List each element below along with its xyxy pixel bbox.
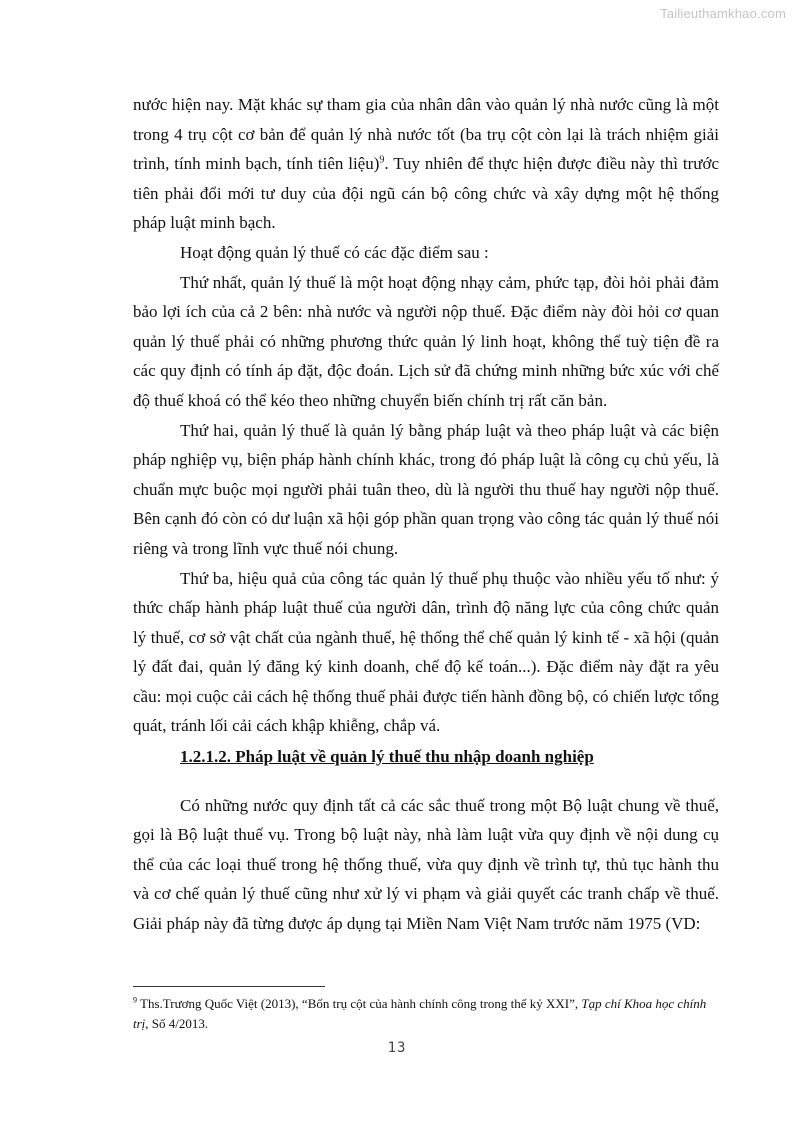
- paragraph-text: . Tuy nhiên để thực hiện được điều này thì trước tiên phải đổi mới tư duy của đội ngũ cán bộ công chức và xây dựng một hệ thống pháp luật minh bạch.: [133, 154, 719, 233]
- paragraph-after-heading: Có những nước quy định tất cả các sắc thuế trong một Bộ luật chung về thuế, gọi là Bộ luật thuế vụ. Trong bộ luật này, nhà làm luật vừa quy định về nội dung cụ thể của các loại thuế trong hệ thống thuế, vừa quy định về trình tự, thủ tục hành thu và cơ chế quản lý thuế cũng như xử lý vi phạm và giải quyết các tranh chấp về thuế. Giải pháp này đã từng được áp dụng tại Miền Nam Việt Nam trước năm 1975 (VD:: [133, 795, 719, 934]
- section-heading: 1.2.1.2. Pháp luật về quản lý thuế thu nhập doanh nghiệp: [180, 747, 594, 767]
- paragraph-intro: Hoạt động quản lý thuế có các đặc điểm sau :: [180, 242, 489, 262]
- footnote-text-end: , Số 4/2013.: [145, 1016, 209, 1031]
- document-body: [133, 90, 719, 939]
- paragraph-first-feature: Thứ nhất, quản lý thuế là một hoạt động nhạy cảm, phức tạp, đòi hỏi phải đảm bảo lợi ích của cả 2 bên: nhà nước và người nộp thuế. Đặc điểm này đòi hỏi cơ quan quản lý thuế phải có những phương thức quản lý linh hoạt, không thể tuỳ tiện đề ra các quy định có tính áp đặt, độc đoán. Lịch sử đã chứng minh những bức xúc với chế độ thuế khoá có thể kéo theo những chuyển biến chính trị rất căn bản.: [133, 272, 719, 410]
- paragraph-second-feature: Thứ hai, quản lý thuế là quản lý bằng pháp luật và theo pháp luật và các biện pháp nghiệp vụ, biện pháp hành chính khác, trong đó pháp luật là công cụ chủ yếu, là chuẩn mực buộc mọi người phải tuân theo, dù là người thu thuế hay người nộp thuế. Bên cạnh đó còn có dư luận xã hội góp phần quan trọng vào công tác quản lý thuế nói riêng và trong lĩnh vực thuế nói chung.: [133, 420, 719, 558]
- footnote-number: 9: [133, 995, 137, 1005]
- footnote-ref[interactable]: 9: [379, 154, 385, 166]
- paragraph-third-feature: Thứ ba, hiệu quả của công tác quản lý thuế phụ thuộc vào nhiều yếu tố như: ý thức chấp hành pháp luật thuế của người dân, trình độ năng lực của công chức quản lý thuế, cơ sở vật chất của ngành thuế, hệ thống thể chế quản lý kinh tế - xã hội (quản lý đất đai, quản lý đăng ký kinh doanh, chế độ kế toán...). Đặc điểm này đặt ra yêu cầu: mọi cuộc cải cách hệ thống thuế phải được tiến hành đồng bộ, có chiến lược tổng quát, tránh lối cải cách khập khiễng, chắp vá.: [133, 568, 719, 736]
- paragraph-continuation: [133, 90, 719, 238]
- paragraph-text: nước hiện nay. Mặt khác sự tham gia của nhân dân vào quản lý nhà nước cũng là một trong 4 trụ cột cơ bản để quản lý nhà nước tốt (ba trụ cột còn lại là trách nhiệm giải trình, tính minh bạch, tính tiên liệu): [133, 95, 719, 174]
- page-number: 13: [387, 1040, 407, 1056]
- footnote-text: Ths.Trương Quốc Việt (2013), “Bốn trụ cột của hành chính công trong thế kỷ XXI”,: [137, 996, 582, 1011]
- footnote-divider: [133, 986, 325, 987]
- footnote-journal-title: Tạp chí Khoa học chính trị: [133, 996, 707, 1031]
- footnote: [133, 994, 719, 1034]
- watermark: Tailieuthamkhao.com: [660, 6, 786, 21]
